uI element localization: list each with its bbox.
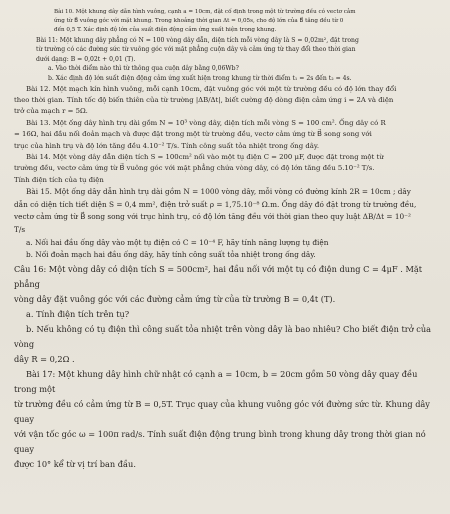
doc-line: T/s (14, 225, 26, 235)
doc-line: dưới dạng: B = 0,02t + 0,01 (T). (36, 55, 136, 63)
doc-line: với vận tốc góc ω = 100π rad/s. Tính suất điện động trung bình trong khung dây trong thời gian nó quay (14, 428, 426, 454)
doc-line: b. Nối đoản mạch hai đầu ống dây, hãy tính công suất tỏa nhiệt trong ống dây. (26, 250, 316, 260)
doc-line: từ trường đều có cảm ứng từ B = 0,5T. Trục quay của khung vuông góc với đường sức từ. Khung dây quay (14, 398, 430, 424)
doc-line: đến 0,5 T. Xác định độ lớn của suất điện động cảm ứng xuất hiện trong khung. (54, 27, 277, 34)
doc-line: Bài 10. Một khung dây dẫn hình vuông, cạnh a = 10cm, đặt cố định trong một từ trường đều có vectơ cảm (54, 9, 356, 15)
doc-line: b. Nếu không có tụ điện thì công suất tỏa nhiệt trên vòng dây là bao nhiêu? Cho biết điện trở của vòng (14, 323, 431, 349)
doc-line: a. Nối hai đầu ống dây vào một tụ điện có C = 10⁻⁴ F, hãy tính năng lượng tụ điện (26, 237, 329, 247)
doc-line: Bài 17: Một khung dây hình chữ nhật có cạnh a = 10cm, b = 20cm gồm 50 vòng dây quay đều trong một (14, 368, 418, 394)
doc-line: Tính điện tích của tụ điện (14, 175, 104, 184)
doc-line: trục của hình trụ và độ lớn tăng đều 4.10⁻² T/s. Tính công suất tỏa nhiệt trong ống dây. (14, 141, 320, 150)
doc-line: Bài 13. Một ống dây hình trụ dài gồm N = 10³ vòng dây, diện tích mỗi vòng S = 100 cm². Ống dây có R (26, 118, 386, 127)
doc-line: từ trường có các đường sức từ vuông góc với mặt phẳng cuộn dây và cảm ứng từ thay đổi theo thời gian (36, 46, 356, 54)
doc-line: vòng dây đặt vuông góc với các đường cảm ứng từ của từ trường B = 0,4t (T). (14, 293, 336, 304)
doc-line: Bài 12. Một mạch kín hình vuông, mỗi cạnh 10cm, đặt vuông góc với một từ trường đều có độ lớn thay đổi (26, 84, 397, 93)
doc-line: b. Xác định độ lớn suất điện động cảm ứng xuất hiện trong khung từ thời điểm t₁ = 2s đến t₂ = 4s. (48, 74, 352, 82)
doc-line: dây R = 0,2Ω . (14, 353, 75, 364)
doc-line: theo thời gian. Tính tốc độ biến thiên của từ trường |ΔB/Δt|, biết cường độ dòng điện cảm ứng i = 2A và điện (14, 95, 394, 104)
document-body (14, 8, 440, 472)
doc-line: Câu 16: Một vòng dây có diện tích S = 500cm², hai đầu nối với một tụ có điện dung C = 4μF . Mặt phẳng (14, 263, 423, 289)
doc-line: dẫn có diện tích tiết diện S = 0,4 mm², điện trở suất ρ = 1,75.10⁻⁸ Ω.m. Ống dây đó đặt trong từ trường đều, (14, 199, 417, 209)
doc-line: được 10° kể từ vị trí ban đầu. (14, 458, 136, 469)
doc-line: ứng từ B⃗ vuông góc với mặt khung. Trong khoảng thời gian Δt = 0,05s, cho độ lớn của B⃗ tăng đều từ 0 (54, 18, 344, 25)
doc-line: Bài 14. Một vòng dây dẫn diện tích S = 100cm² nối vào một tụ điện C = 200 μF, được đặt trong một từ (26, 153, 384, 162)
doc-line: Bài 15. Một ống dây dẫn hình trụ dài gồm N = 1000 vòng dây, mỗi vòng có đường kính 2R = 10cm ; dây (26, 187, 411, 197)
doc-line: vectơ cảm ứng từ B⃗ song song với trục hình trụ, có độ lớn tăng đều với thời gian theo quy luật ΔB/Δt = 10⁻² (14, 212, 411, 222)
doc-line: Bài 11: Một khung dây phẳng có N = 100 vòng dây dẫn, diện tích mỗi vòng dây là S = 0,02m², đặt trong (36, 36, 359, 44)
doc-line: a. Tính điện tích trên tụ? (26, 308, 130, 319)
doc-line: trở của mạch r = 5Ω. (14, 107, 88, 116)
doc-line: a. Vào thời điểm nào thì từ thông qua cuộn dây bằng 0,06Wb? (48, 65, 239, 73)
doc-line: = 16Ω, hai đầu nối đoản mạch và được đặt trong một từ trường đều, vectơ cảm ứng từ B⃗ song song với (14, 130, 372, 139)
doc-line: trường đều, vectơ cảm ứng từ B⃗ vuông góc với mặt phẳng chứa vòng dây, có độ lớn tăng đều 5.10⁻² T/s. (14, 164, 375, 173)
